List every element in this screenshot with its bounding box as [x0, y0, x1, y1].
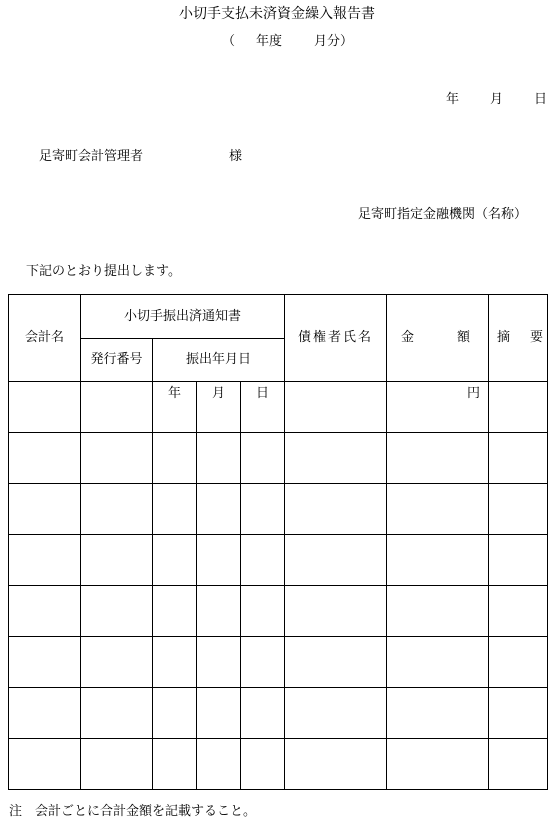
cell-issue-number[interactable]	[81, 739, 153, 790]
cell-issue-year[interactable]	[153, 484, 197, 535]
header-amount-right: 額	[457, 330, 471, 346]
cell-issue-day[interactable]	[241, 739, 285, 790]
cell-remarks[interactable]	[489, 688, 548, 739]
cell-issue-number[interactable]	[81, 382, 153, 433]
period-fiscal-year-label: 年度	[256, 34, 283, 49]
cell-issue-year[interactable]	[153, 688, 197, 739]
cell-issue-year[interactable]	[153, 739, 197, 790]
cell-issue-year[interactable]: 年	[153, 382, 197, 433]
header-amount-left: 金	[401, 330, 415, 346]
cell-creditor[interactable]	[285, 433, 387, 484]
cell-creditor[interactable]	[285, 382, 387, 433]
table-row	[9, 484, 548, 535]
cell-issue-day[interactable]	[241, 433, 285, 484]
cell-issue-month[interactable]	[197, 637, 241, 688]
cell-issue-year[interactable]	[153, 637, 197, 688]
cell-amount[interactable]	[387, 484, 489, 535]
sender-bank: 足寄町指定金融機関（名称）	[358, 207, 528, 222]
cell-amount[interactable]	[387, 433, 489, 484]
header-remarks-right: 要	[530, 330, 544, 346]
cell-creditor[interactable]	[285, 484, 387, 535]
cell-remarks[interactable]	[489, 433, 548, 484]
cell-issue-month[interactable]	[197, 739, 241, 790]
cell-account[interactable]	[9, 433, 81, 484]
table-row	[9, 739, 548, 790]
cell-issue-month[interactable]: 月	[197, 382, 241, 433]
footnote: 注 会計ごとに合計金額を記載すること。	[9, 804, 257, 819]
cell-issue-year[interactable]	[153, 586, 197, 637]
intro-text: 下記のとおり提出します。	[26, 264, 181, 279]
cell-issue-day[interactable]	[241, 535, 285, 586]
table-row	[9, 586, 548, 637]
table-row	[9, 637, 548, 688]
cell-creditor[interactable]	[285, 535, 387, 586]
header-account: 会計名	[9, 295, 81, 382]
header-amount	[387, 295, 489, 382]
cell-remarks[interactable]	[489, 382, 548, 433]
report-date-day: 日	[534, 92, 548, 107]
header-issue-number: 発行番号	[81, 339, 153, 382]
header-remarks	[489, 295, 548, 382]
cell-issue-number[interactable]	[81, 637, 153, 688]
cell-creditor[interactable]	[285, 688, 387, 739]
cell-issue-number[interactable]	[81, 535, 153, 586]
cell-amount[interactable]	[387, 535, 489, 586]
cell-issue-day[interactable]	[241, 484, 285, 535]
cell-account[interactable]	[9, 688, 81, 739]
report-date-month: 月	[490, 92, 504, 107]
cell-issue-year[interactable]	[153, 535, 197, 586]
header-issue-date: 振出年月日	[153, 339, 285, 382]
addressee-name: 足寄町会計管理者	[39, 149, 144, 164]
cell-amount[interactable]	[387, 637, 489, 688]
cell-remarks[interactable]	[489, 739, 548, 790]
cell-issue-month[interactable]	[197, 484, 241, 535]
header-check-notice: 小切手振出済通知書	[81, 295, 285, 339]
cell-issue-month[interactable]	[197, 433, 241, 484]
cell-account[interactable]	[9, 484, 81, 535]
cell-account[interactable]	[9, 586, 81, 637]
cell-account[interactable]	[9, 535, 81, 586]
cell-account[interactable]	[9, 739, 81, 790]
cell-issue-number[interactable]	[81, 688, 153, 739]
cell-issue-day[interactable]	[241, 688, 285, 739]
table-row	[9, 688, 548, 739]
cell-creditor[interactable]	[285, 637, 387, 688]
cell-issue-number[interactable]	[81, 433, 153, 484]
cell-remarks[interactable]	[489, 637, 548, 688]
cell-creditor[interactable]	[285, 586, 387, 637]
table-row	[9, 382, 548, 433]
cell-issue-number[interactable]	[81, 586, 153, 637]
cell-issue-number[interactable]	[81, 484, 153, 535]
header-creditor: 債権者氏名	[285, 295, 387, 382]
cell-account[interactable]	[9, 637, 81, 688]
cell-issue-month[interactable]	[197, 688, 241, 739]
cell-issue-day[interactable]	[241, 637, 285, 688]
period-month-label: 月分）	[314, 34, 354, 49]
cell-issue-month[interactable]	[197, 586, 241, 637]
report-date-year: 年	[446, 92, 460, 107]
cell-remarks[interactable]	[489, 535, 548, 586]
cell-remarks[interactable]	[489, 484, 548, 535]
cell-issue-year[interactable]	[153, 433, 197, 484]
cell-remarks[interactable]	[489, 586, 548, 637]
cell-issue-month[interactable]	[197, 535, 241, 586]
report-table	[8, 294, 548, 790]
cell-creditor[interactable]	[285, 739, 387, 790]
document-title: 小切手支払未済資金繰入報告書	[179, 6, 375, 22]
cell-amount[interactable]	[387, 739, 489, 790]
cell-issue-day[interactable]	[241, 586, 285, 637]
cell-issue-day[interactable]: 日	[241, 382, 285, 433]
cell-amount[interactable]: 円	[387, 382, 489, 433]
cell-amount[interactable]	[387, 688, 489, 739]
table-row	[9, 535, 548, 586]
period-open-paren: （	[222, 34, 236, 49]
cell-account[interactable]	[9, 382, 81, 433]
cell-amount[interactable]	[387, 586, 489, 637]
header-remarks-left: 摘	[497, 330, 511, 346]
addressee-honorific: 様	[229, 149, 243, 164]
table-row	[9, 433, 548, 484]
